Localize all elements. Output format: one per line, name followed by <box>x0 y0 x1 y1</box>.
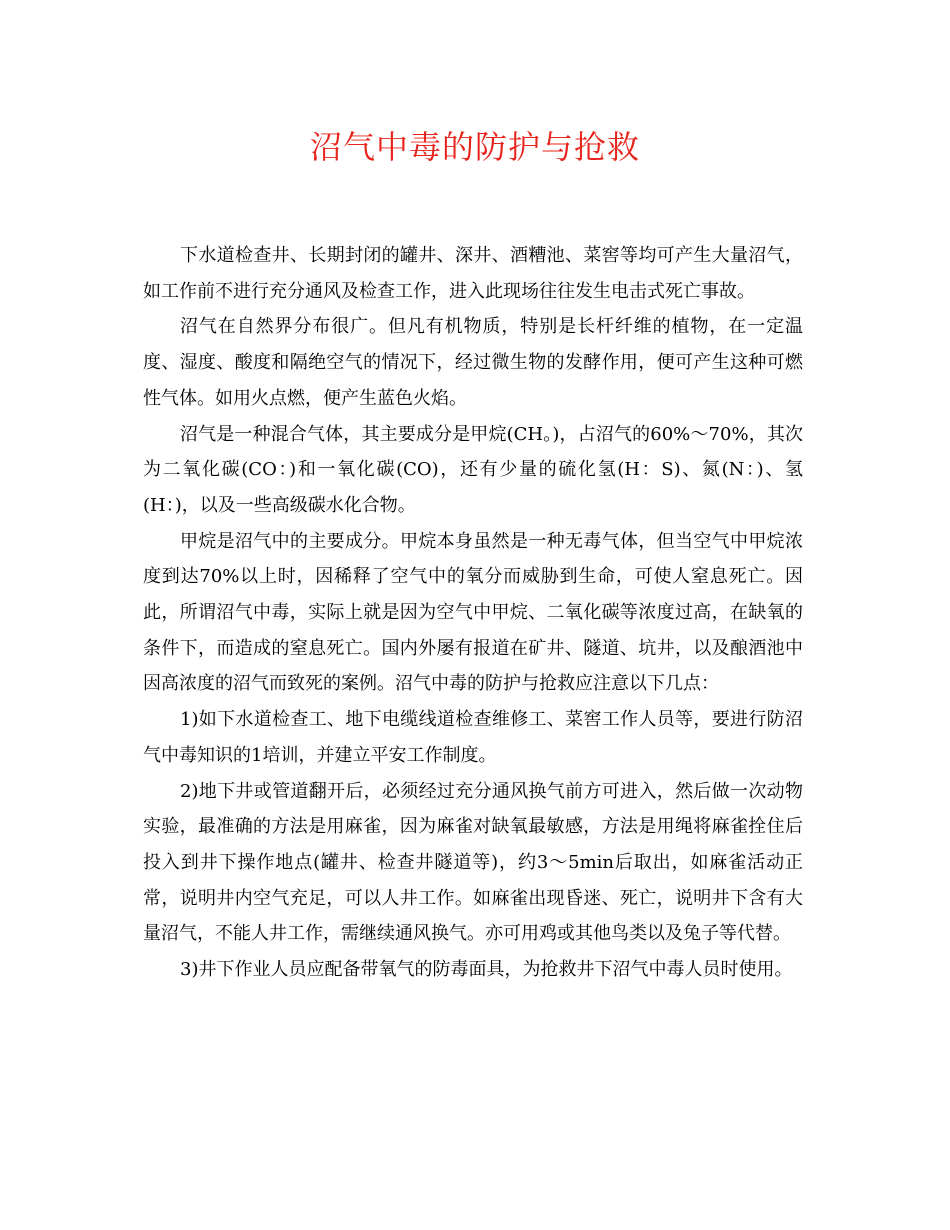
document-title: 沼气中毒的防护与抢救 <box>309 128 640 166</box>
paragraph: 沼气在自然界分布很广。但凡有机物质，特别是长杆纤维的植物，在一定温度、湿度、酸度和隔绝空气的情况下，经过微生物的发酵作用，便可产生这种可燃性气体。如用火点燃，便产生蓝色火焰。 <box>143 316 803 409</box>
paragraph: 下水道检查井、长期封闭的罐井、深井、酒糟池、菜窖等均可产生大量沼气，如工作前不进行充分通风及检查工作，进入此现场往往发生电击式死亡事故。 <box>143 245 803 302</box>
paragraph: 甲烷是沼气中的主要成分。甲烷本身虽然是一种无毒气体，但当空气中甲烷浓度到达70%以上时，因稀释了空气中的氧分而威胁到生命，可使人窒息死亡。因此，所谓沼气中毒，实际上就是因为空气中甲烷、二氧化碳等浓度过高，在缺氧的条件下，而造成的窒息死亡。国内外屡有报道在矿井、隧道、坑井，以及酿酒池中因高浓度的沼气而致死的案例。沼气中毒的防护与抢救应注意以下几点： <box>143 530 803 695</box>
list-item: 3)井下作业人员应配备带氧气的防毒面具，为抢救井下沼气中毒人员时使用。 <box>180 959 793 981</box>
list-item: 1)如下水道检查工、地下电缆线道检查维修工、菜窖工作人员等，要进行防沼气中毒知识的1培训，并建立平安工作制度。 <box>143 709 803 766</box>
document-body <box>143 238 803 988</box>
paragraph: 沼气是一种混合气体，其主要成分是甲烷(CH。)，占沼气的60%～70%，其次为二氧化碳(CO：)和一氧化碳(CO)，还有少量的硫化氢(H：S)、氮(N：)、氢(H：)，以及一些高级碳水化合物。 <box>143 423 803 516</box>
list-item: 2)地下井或管道翻开后，必须经过充分通风换气前方可进入，然后做一次动物实验，最准确的方法是用麻雀，因为麻雀对缺氧最敏感，方法是用绳将麻雀拴住后投入到井下操作地点(罐井、检查井隧道等)，约3～5min后取出，如麻雀活动正常，说明井内空气充足，可以人井工作。如麻雀出现昏迷、死亡，说明井下含有大量沼气，不能人井工作，需继续通风换气。亦可用鸡或其他鸟类以及兔子等代替。 <box>143 780 803 945</box>
